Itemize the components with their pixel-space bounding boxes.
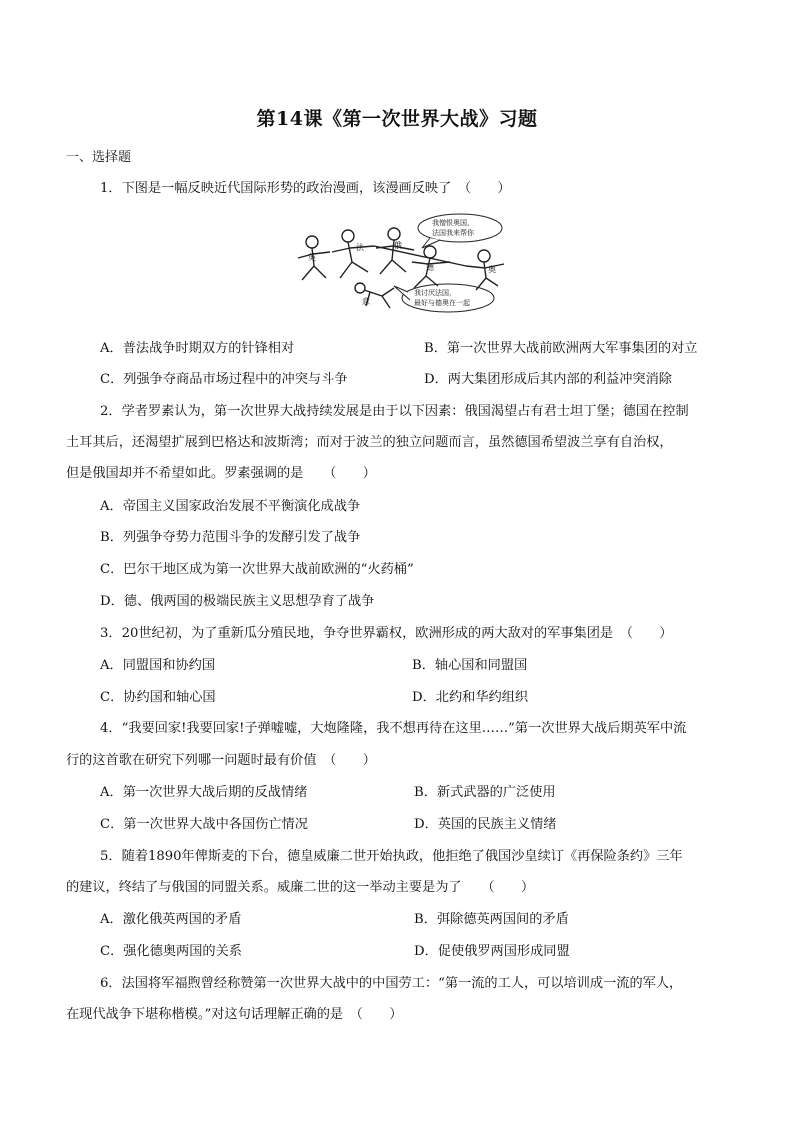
question-2-option-a: A．帝国主义国家政治发展不平衡演化成战争: [100, 499, 361, 514]
question-3-option-c: C．协约国和轴心国: [100, 690, 216, 705]
question-5-stem-line-1: 5．随着1890年俾斯麦的下台，德皇威廉二世开始执政，他拒绝了俄国沙皇续订《再保险条约》三年: [100, 849, 683, 864]
cartoon-label-england: 英: [308, 253, 316, 262]
cartoon-label-france: 法: [356, 243, 364, 252]
cartoon-label-germany: 德: [426, 263, 434, 272]
question-1-option-b: B．第一次世界大战前欧洲两大军事集团的对立: [424, 341, 698, 356]
question-5-option-a: A．激化俄英两国的矛盾: [100, 912, 242, 927]
question-2-stem-line-1: 2．学者罗素认为，第一次世界大战持续发展是由于以下因素：俄国渴望占有君士坦丁堡；德国在控制: [100, 404, 689, 419]
question-5-option-d: D．促使俄罗两国形成同盟: [414, 944, 570, 959]
question-4-option-b: B．新式武器的广泛使用: [414, 785, 556, 800]
question-5-stem-line-2: 的建议，终结了与俄国的同盟关系。威廉二世的这一举动主要是为了 （ ）: [66, 880, 535, 895]
question-1-option-c: C．列强争夺商品市场过程中的冲突与斗争: [100, 372, 348, 387]
question-3-option-a: A．同盟国和协约国: [100, 658, 216, 673]
political-cartoon: [290, 212, 520, 316]
question-2-option-d: D．德、俄两国的极端民族主义思想孕育了战争: [100, 594, 375, 609]
bubble-top-line-1: 我憎恨奥国，: [432, 219, 474, 227]
question-1-option-d: D．两大集团形成后其内部的利益冲突消除: [424, 372, 672, 387]
question-5-option-c: C．强化德奥两国的关系: [100, 944, 242, 959]
question-2-option-c: C．巴尔干地区成为第一次世界大战前欧洲的“火药桶”: [100, 562, 414, 577]
question-2-stem-line-3: 但是俄国却并不希望如此。罗素强调的是 （ ）: [66, 466, 376, 481]
bubble-top-line-2: 法国我来帮你: [432, 229, 474, 237]
bubble-bottom-line-2: 最好与德奥在一起: [414, 299, 470, 307]
question-4-stem-line-2: 行的这首歌在研究下列哪一问题时最有价值 （ ）: [66, 753, 376, 768]
page-title: 第14课《第一次世界大战》习题: [256, 108, 538, 130]
question-2-stem-line-2: 土耳其后，还渴望扩展到巴格达和波斯湾；而对于波兰的独立问题而言，虽然德国希望波兰享有自治权，: [66, 435, 673, 450]
question-4-stem-line-1: 4．“我要回家!我要回家!子弹嘘嘘，大炮隆隆，我不想再待在这里……”第一次世界大战后期英军中流: [100, 721, 687, 736]
question-2-option-b: B．列强争夺势力范围斗争的发酵引发了战争: [100, 530, 361, 545]
question-1-stem: 1．下图是一幅反映近代国际形势的政治漫画，该漫画反映了 （ ）: [100, 181, 511, 196]
question-3-stem: 3．20世纪初，为了重新瓜分殖民地，争夺世界霸权，欧洲形成的两大敌对的军事集团是 （ ）: [100, 626, 673, 641]
bubble-bottom-line-1: 我讨厌法国，: [414, 289, 456, 297]
cartoon-label-austria: 奥: [488, 265, 496, 274]
cartoon-label-russia: 俄: [394, 241, 402, 250]
question-6-stem-line-1: 6．法国将军福煦曾经称赞第一次世界大战中的中国劳工：“第一流的工人，可以培训成一流的军人，: [100, 976, 683, 991]
cartoon-label-italy: 意: [362, 297, 370, 306]
question-1-option-a: A．普法战争时期双方的针锋相对: [100, 341, 295, 356]
question-3-option-d: D．北约和华约组织: [412, 690, 529, 705]
question-5-option-b: B．弭除德英两国间的矛盾: [414, 912, 569, 927]
question-4-option-a: A．第一次世界大战后期的反战情绪: [100, 785, 308, 800]
question-4-option-d: D．英国的民族主义情绪: [414, 817, 557, 832]
question-3-option-b: B．轴心国和同盟国: [412, 658, 528, 673]
question-6-stem-line-2: 在现代战争下堪称楷模。”对这句话理解正确的是 （ ）: [66, 1007, 403, 1022]
section-heading: 一、选择题: [66, 150, 132, 165]
question-4-option-c: C．第一次世界大战中各国伤亡情况: [100, 817, 308, 832]
